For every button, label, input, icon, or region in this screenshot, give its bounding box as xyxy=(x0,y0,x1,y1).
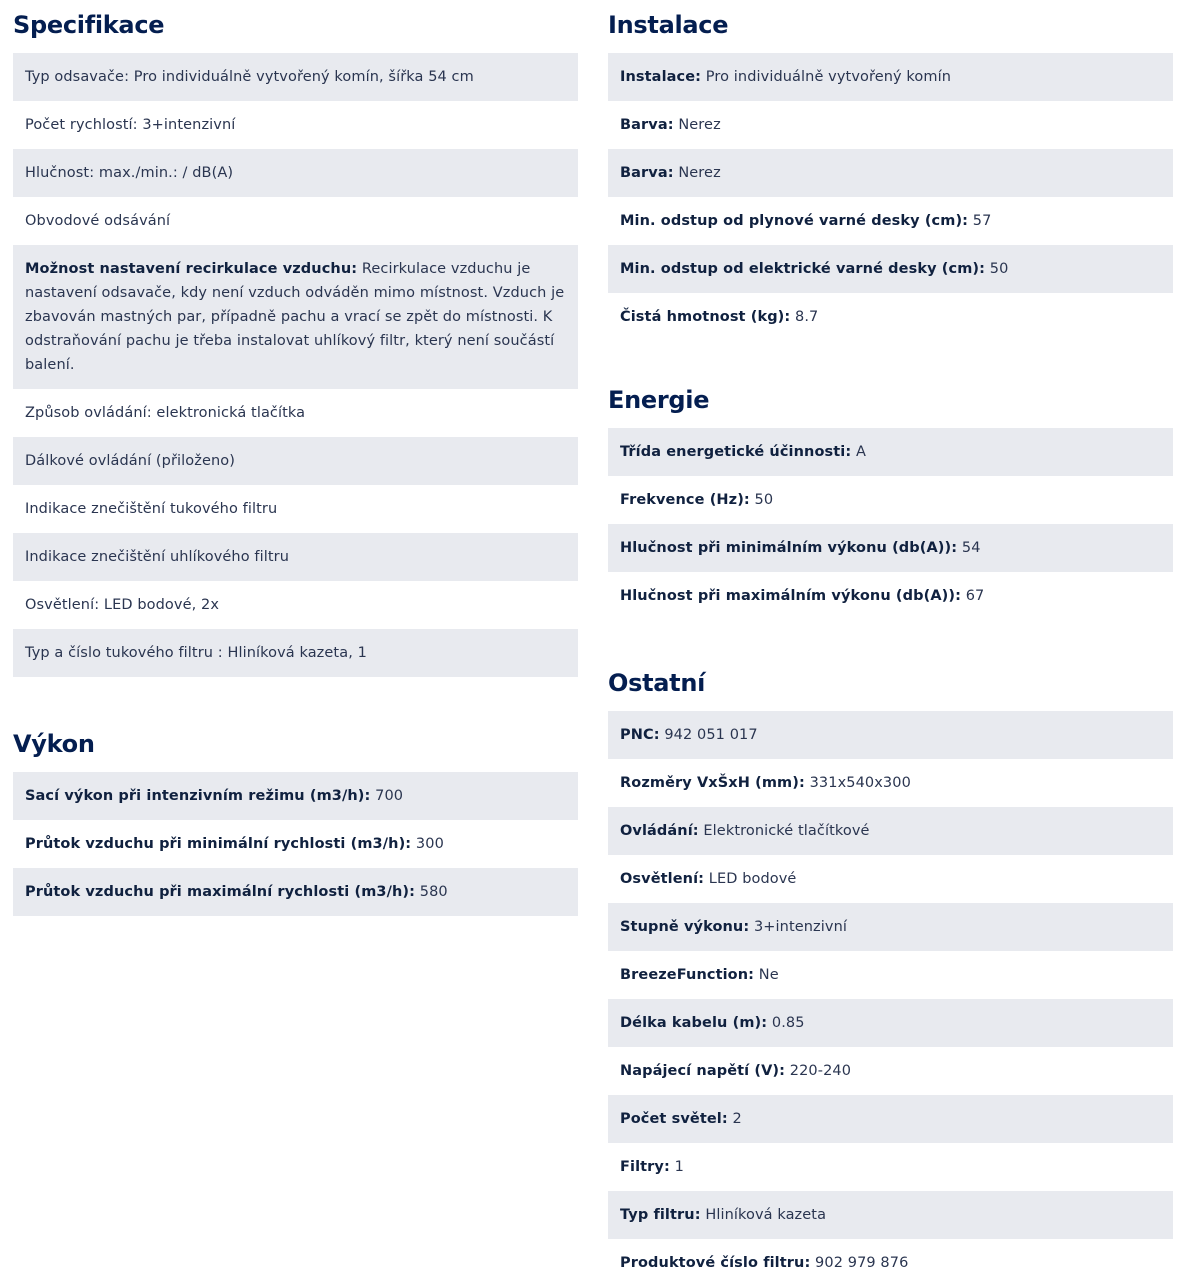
spec-row xyxy=(13,245,578,389)
spec-key: Ovládání: xyxy=(620,823,699,839)
right-column xyxy=(608,0,1173,1287)
spec-key: Čistá hmotnost (kg): xyxy=(620,309,791,325)
spec-value: Nerez xyxy=(673,165,721,181)
spec-row xyxy=(13,389,578,437)
spec-row xyxy=(608,1143,1173,1191)
spec-row xyxy=(608,1191,1173,1239)
spec-key: Hlučnost při maximálním výkonu (db(A)): xyxy=(620,588,961,604)
section-title-instalace: Instalace xyxy=(608,11,729,39)
spec-value: 57 xyxy=(968,213,992,229)
spec-key: Sací výkon při intenzivním režimu (m3/h): xyxy=(25,788,371,804)
spec-value: 331x540x300 xyxy=(804,775,911,791)
spec-row xyxy=(13,485,578,533)
spec-value: Indikace znečištění tukového filtru xyxy=(25,501,278,517)
spec-row xyxy=(608,101,1173,149)
spec-value: 220-240 xyxy=(785,1063,852,1079)
spec-row xyxy=(608,53,1173,101)
section-title-vykon: Výkon xyxy=(13,730,95,758)
spec-key: Rozměry VxŠxH (mm): xyxy=(620,775,805,791)
spec-row xyxy=(608,428,1173,476)
spec-value: 50 xyxy=(749,492,774,508)
spec-row xyxy=(13,197,578,245)
spec-key: Barva: xyxy=(620,165,674,181)
spec-key: Možnost nastavení recirkulace vzduchu: xyxy=(25,261,358,277)
spec-key: Filtry: xyxy=(620,1159,670,1175)
spec-row xyxy=(608,476,1173,524)
spec-row xyxy=(608,711,1173,759)
spec-key: PNC: xyxy=(620,727,660,743)
spec-value: 300 xyxy=(411,836,444,852)
spec-key: Min. odstup od plynové varné desky (cm): xyxy=(620,213,969,229)
spec-value: Ne xyxy=(754,967,779,983)
spec-table xyxy=(608,711,1173,1287)
spec-row xyxy=(13,581,578,629)
spec-value: Recirkulace vzduchu je nastavení odsavače, kdy není vzduch odváděn mimo místnost. Vzduch je zbavován mastných par, případně pachu a vrací se zpět do místnosti. K odstraňování pachu je třeba instalovat uhlíkový filtr, který není součástí balení. xyxy=(25,261,565,373)
spec-key: Instalace: xyxy=(620,69,702,85)
spec-value: 0.85 xyxy=(767,1015,805,1031)
spec-key: Průtok vzduchu při minimální rychlosti (m3/h): xyxy=(25,836,412,852)
spec-value: Obvodové odsávání xyxy=(25,213,171,229)
spec-row xyxy=(608,1095,1173,1143)
spec-value: A xyxy=(851,444,866,460)
spec-value: 54 xyxy=(957,540,981,556)
spec-key: Počet světel: xyxy=(620,1111,728,1127)
spec-key: Hlučnost při minimálním výkonu (db(A)): xyxy=(620,540,958,556)
spec-value: 902 979 876 xyxy=(810,1255,909,1271)
spec-table xyxy=(608,53,1173,341)
section-title-energie: Energie xyxy=(608,386,710,414)
left-column xyxy=(13,0,578,916)
spec-row xyxy=(608,855,1173,903)
spec-row xyxy=(608,807,1173,855)
section-title-specifikace: Specifikace xyxy=(13,11,165,39)
spec-key: Frekvence (Hz): xyxy=(620,492,750,508)
spec-key: Barva: xyxy=(620,117,674,133)
spec-key: Třída energetické účinnosti: xyxy=(620,444,852,460)
spec-key: Osvětlení: xyxy=(620,871,705,887)
spec-value: LED bodové xyxy=(704,871,797,887)
spec-row xyxy=(13,868,578,916)
spec-row xyxy=(608,759,1173,807)
spec-row xyxy=(13,772,578,820)
spec-key: Stupně výkonu: xyxy=(620,919,750,935)
spec-value: Způsob ovládání: elektronická tlačítka xyxy=(25,405,306,421)
spec-value: Hliníková kazeta xyxy=(700,1207,827,1223)
spec-value: Typ odsavače: Pro individuálně vytvořený komín, šířka 54 cm xyxy=(25,69,474,85)
spec-value: Osvětlení: LED bodové, 2x xyxy=(25,597,220,613)
spec-value: 67 xyxy=(961,588,985,604)
spec-value: Dálkové ovládání (přiloženo) xyxy=(25,453,236,469)
spec-value: Nerez xyxy=(673,117,721,133)
spec-row xyxy=(608,903,1173,951)
spec-value: 8.7 xyxy=(790,309,819,325)
spec-value: 50 xyxy=(985,261,1009,277)
spec-value: 3+intenzivní xyxy=(749,919,847,935)
section-title-ostatni: Ostatní xyxy=(608,669,706,697)
spec-table xyxy=(13,53,578,677)
spec-row xyxy=(608,1239,1173,1287)
spec-value: 700 xyxy=(370,788,404,804)
spec-value: 1 xyxy=(669,1159,684,1175)
spec-row xyxy=(13,149,578,197)
spec-value: 580 xyxy=(415,884,448,900)
spec-row xyxy=(608,572,1173,620)
spec-table xyxy=(608,428,1173,620)
spec-value: 2 xyxy=(727,1111,742,1127)
spec-row xyxy=(608,524,1173,572)
spec-value: Elektronické tlačítkové xyxy=(698,823,870,839)
spec-key: Produktové číslo filtru: xyxy=(620,1255,811,1271)
spec-table xyxy=(13,772,578,916)
spec-row xyxy=(608,1047,1173,1095)
spec-row xyxy=(608,951,1173,999)
spec-row xyxy=(608,197,1173,245)
spec-row xyxy=(13,437,578,485)
spec-value: Pro individuálně vytvořený komín xyxy=(701,69,952,85)
spec-row xyxy=(13,53,578,101)
spec-row xyxy=(13,820,578,868)
spec-row xyxy=(608,293,1173,341)
spec-row xyxy=(13,101,578,149)
spec-key: Typ filtru: xyxy=(620,1207,701,1223)
spec-row xyxy=(608,149,1173,197)
spec-row xyxy=(13,629,578,677)
spec-value: Typ a číslo tukového filtru : Hliníková kazeta, 1 xyxy=(25,645,367,661)
spec-key: Délka kabelu (m): xyxy=(620,1015,768,1031)
spec-value: 942 051 017 xyxy=(659,727,758,743)
spec-key: Průtok vzduchu při maximální rychlosti (m3/h): xyxy=(25,884,416,900)
spec-key: Napájecí napětí (V): xyxy=(620,1063,786,1079)
spec-key: BreezeFunction: xyxy=(620,967,755,983)
spec-value: Hlučnost: max./min.: / dB(A) xyxy=(25,165,234,181)
spec-value: Počet rychlostí: 3+intenzivní xyxy=(25,117,236,133)
spec-value: Indikace znečištění uhlíkového filtru xyxy=(25,549,289,565)
spec-row xyxy=(13,533,578,581)
spec-row xyxy=(608,999,1173,1047)
spec-row xyxy=(608,245,1173,293)
spec-key: Min. odstup od elektrické varné desky (cm): xyxy=(620,261,986,277)
